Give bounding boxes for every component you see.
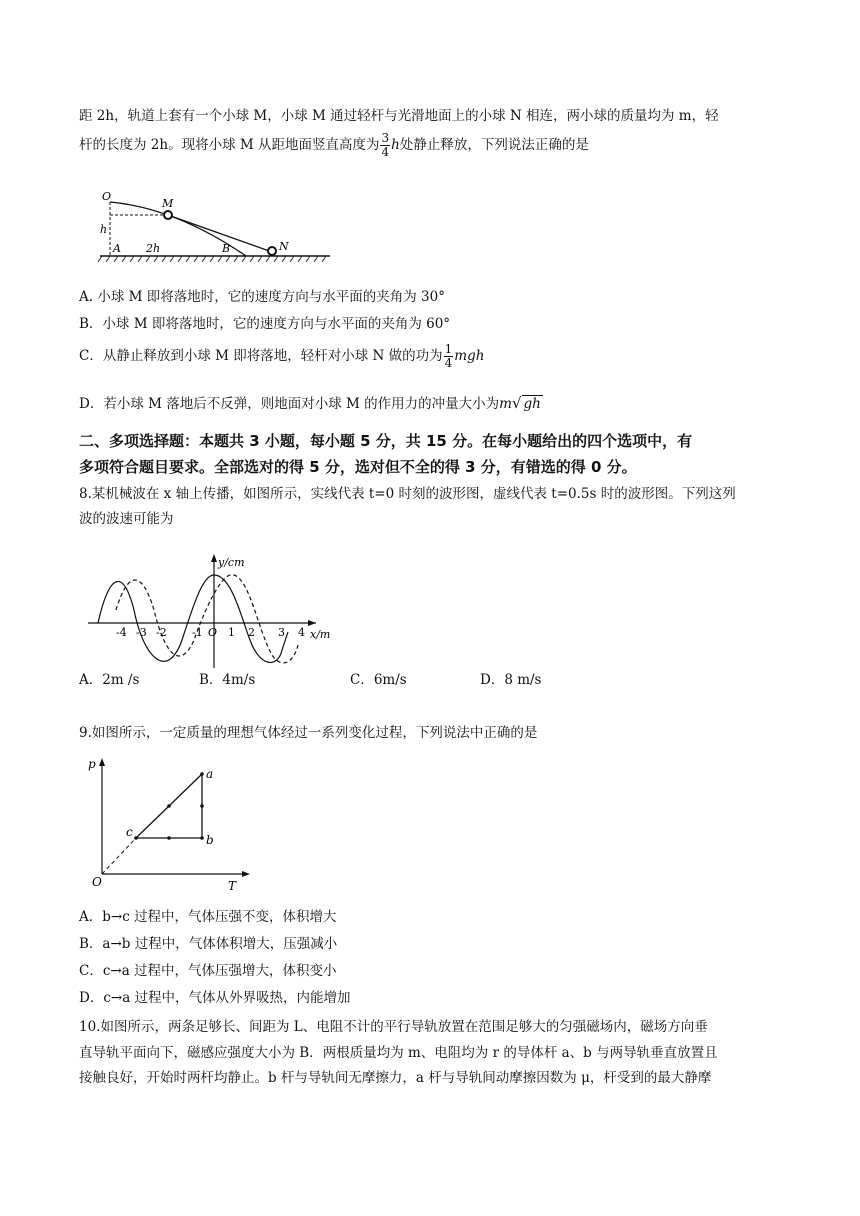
- q8-tick-neg3: -3: [136, 626, 147, 639]
- q10-line-1: 10.如图所示，两条足够长、间距为 L、电阻不计的平行导轨放置在范围足够大的匀强磁场内，磁场方向垂: [79, 1019, 708, 1035]
- q7-line-1: 距 2h，轨道上套有一个小球 M，小球 M 通过轻杆与光滑地面上的小球 N 相连，两小球的质量均为 m，轻: [79, 108, 719, 124]
- q9-axis-t-label: T: [228, 879, 237, 893]
- q9-axis-p-label: p: [88, 757, 96, 771]
- fig7-label-b: B: [222, 242, 231, 255]
- q9-option-a: A．b→c 过程中，气体压强不变，体积增大: [79, 909, 337, 925]
- q8-option-b: B．4m/s: [199, 672, 256, 688]
- q9-point-c-label: c: [126, 825, 133, 839]
- fig7-label-o: O: [102, 190, 112, 203]
- q7-frac-den: 4: [381, 145, 390, 159]
- q9-pt-figure: [86, 754, 256, 894]
- q8-tick-1: 1: [228, 626, 235, 639]
- q8-tick-3: 3: [278, 626, 285, 639]
- q8-wave-figure: [82, 550, 352, 670]
- fig7-label-h: h: [100, 223, 108, 236]
- q7-figure: [96, 188, 336, 268]
- q7-option-d-m: m: [499, 396, 512, 412]
- q7-option-a: A. 小球 M 即将落地时，它的速度方向与水平面的夹角为 30°: [79, 289, 445, 305]
- q7-option-c: [79, 343, 484, 370]
- q8-tick-neg2: -2: [156, 626, 167, 639]
- q7-option-d-sqrt: gh: [523, 396, 541, 412]
- q8-tick-4: 4: [298, 626, 305, 639]
- q7-option-c-fraction: [444, 343, 454, 370]
- q9-point-a-label: a: [206, 767, 214, 781]
- q9-option-c: C．c→a 过程中，气体压强增大，体积变小: [79, 963, 337, 979]
- q10-line-3: 接触良好，开始时两杆均静止。b 杆与导轨间无摩擦力，a 杆与导轨间动摩擦因数为 μ，杆受到的最大静摩: [79, 1070, 712, 1086]
- q7-option-b: B．小球 M 即将落地时，它的速度方向与水平面的夹角为 60°: [79, 316, 451, 332]
- fig7-label-n: N: [279, 240, 289, 253]
- q9-origin-label: O: [92, 875, 102, 889]
- q8-tick-2: 2: [248, 626, 255, 639]
- q8-origin-label: O: [208, 626, 218, 639]
- q10-line-2: 直导轨平面向下，磁感应强度大小为 B．两根质量均为 m、电阻均为 r 的导体杆 a、b 与两导轨垂直放置且: [79, 1045, 718, 1061]
- q9-point-b-label: b: [206, 833, 214, 847]
- q7-fraction: [380, 132, 390, 159]
- fig7-label-2h: 2h: [146, 242, 161, 255]
- q7-option-c-num: 1: [444, 342, 453, 356]
- q7-var-h: h: [391, 137, 400, 153]
- q7-option-d: D．若小球 M 落地后不反弹，则地面对小球 M 的作用力的冲量大小为m√ gh: [79, 394, 541, 412]
- section2-heading-line-1: 二、多项选择题：本题共 3 小题，每小题 5 分，共 15 分。在每小题给出的四个选项中，有: [79, 432, 693, 450]
- q8-line-1: 8.某机械波在 x 轴上传播，如图所示，实线代表 t=0 时刻的波形图，虚线代表 t=0.5s 时的波形图。下列这列: [79, 486, 736, 502]
- section2-heading-line-2: 多项符合题目要求。全部选对的得 5 分，选对但不全的得 3 分，有错选的得 0 分。: [79, 458, 637, 476]
- q7-option-c-text: C．从静止释放到小球 M 即将落地，轻杆对小球 N 做的功为: [79, 348, 443, 364]
- q8-axis-x-label: x/m: [310, 628, 331, 641]
- fig7-label-a: A: [113, 242, 121, 255]
- q8-axis-y-label: y/cm: [218, 556, 245, 569]
- q7-line-2: [79, 132, 589, 159]
- q7-option-d-text: D．若小球 M 落地后不反弹，则地面对小球 M 的作用力的冲量大小为: [79, 396, 500, 412]
- q8-line-2: 波的波速可能为: [79, 511, 174, 527]
- q9-option-d: D．c→a 过程中，气体从外界吸热，内能增加: [79, 990, 351, 1006]
- q9-line-1: 9.如图所示，一定质量的理想气体经过一系列变化过程，下列说法中正确的是: [79, 725, 538, 741]
- q8-option-d: D．8 m/s: [480, 672, 542, 688]
- q9-option-b: B．a→b 过程中，气体体积增大，压强减小: [79, 936, 338, 952]
- q7-frac-num: 3: [381, 131, 390, 145]
- q8-option-a: A．2m /s: [79, 672, 140, 688]
- q7-option-c-den: 4: [444, 356, 453, 370]
- q8-tick-neg4: -4: [116, 626, 127, 639]
- q7-line-2-post: 处静止释放，下列说法正确的是: [399, 137, 589, 153]
- q7-option-c-mgh: mgh: [454, 348, 485, 364]
- q7-line-2-pre: 杆的长度为 2h。现将小球 M 从距地面竖直高度为: [79, 137, 380, 153]
- fig7-label-m: M: [162, 197, 174, 210]
- q8-option-c: C．6m/s: [350, 672, 407, 688]
- q8-tick-neg1: -1: [192, 626, 203, 639]
